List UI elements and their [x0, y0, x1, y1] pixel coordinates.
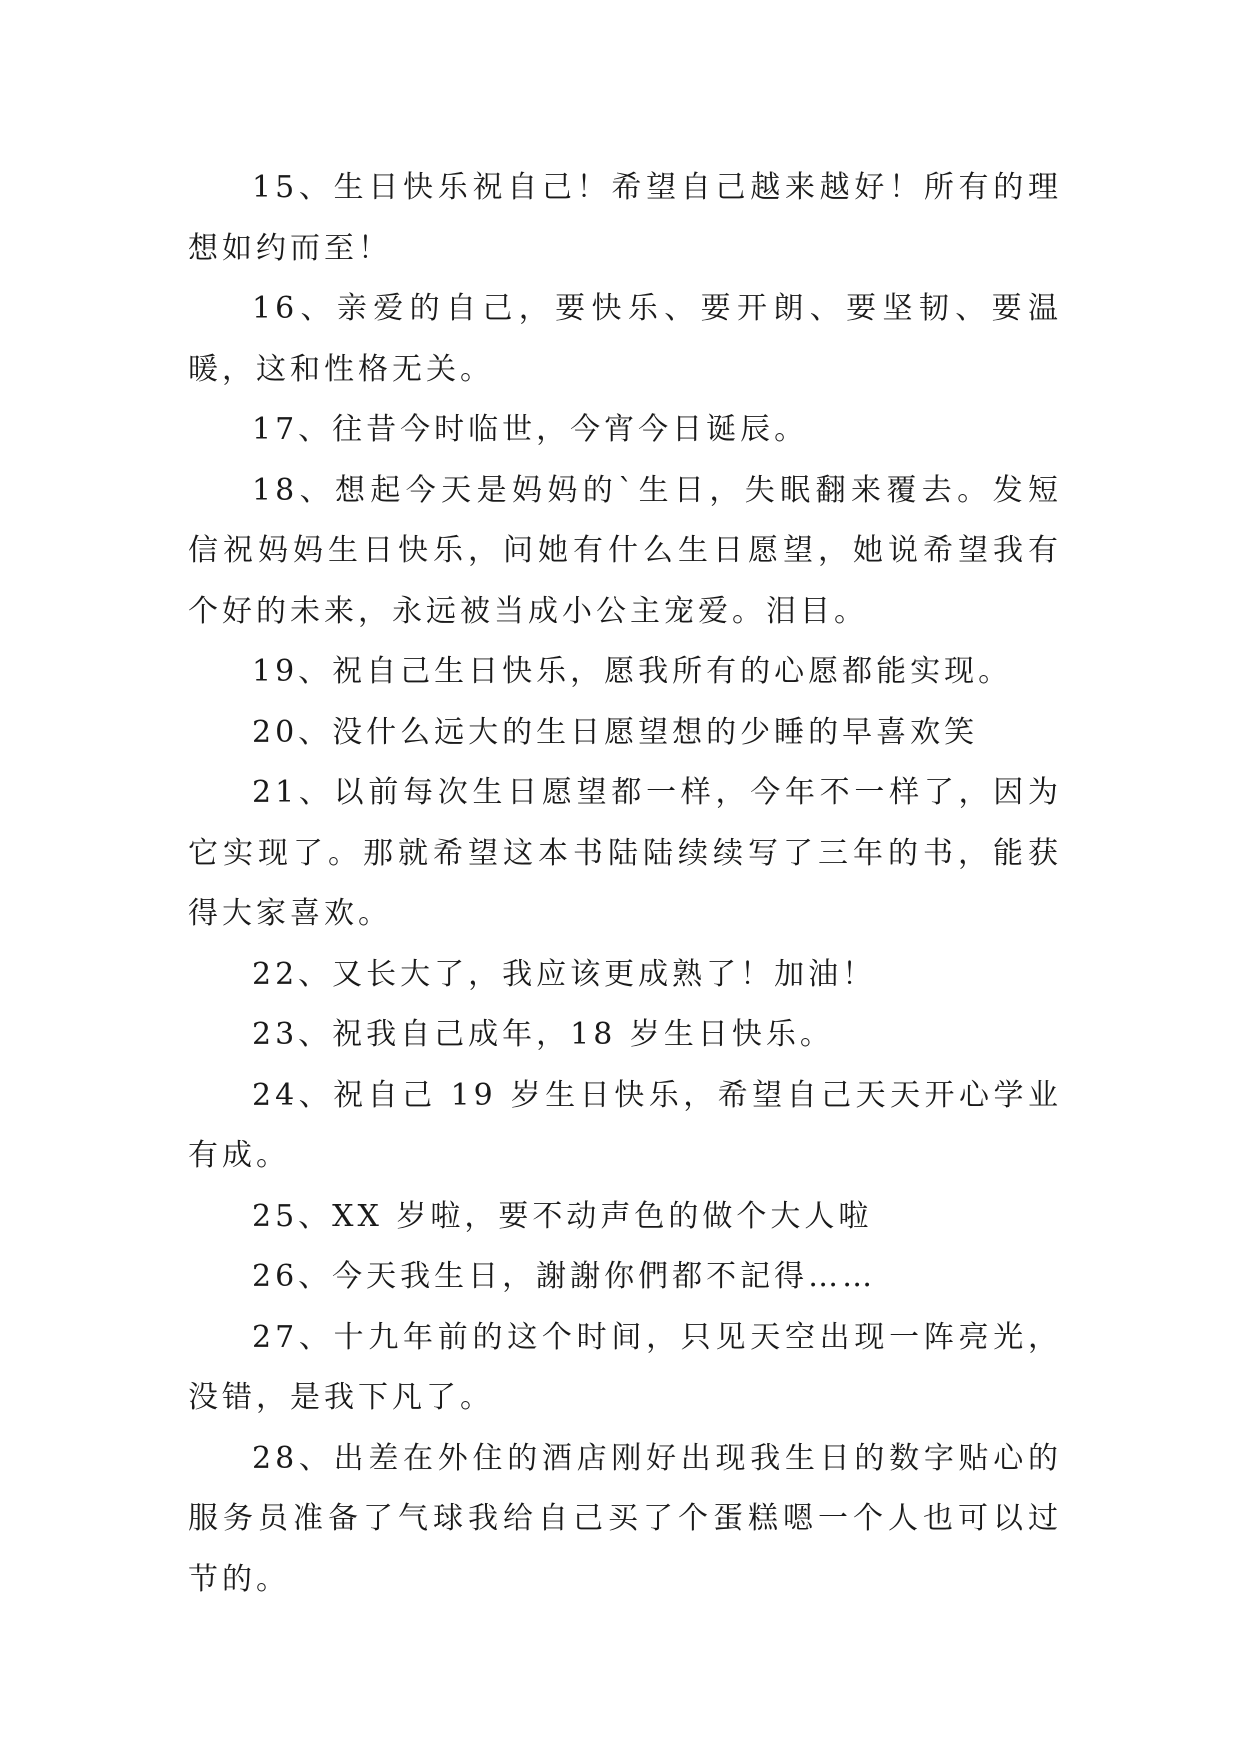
- paragraph-23: 23、祝我自己成年，18 岁生日快乐。: [252, 1017, 834, 1052]
- paragraph-27: 27、十九年前的这个时间，只见天空出现一阵亮光，没错，是我下凡了。: [188, 1319, 1062, 1415]
- paragraph-17: 17、往昔今时临世，今宵今日诞辰。: [252, 412, 809, 447]
- document-body: [188, 158, 1062, 1610]
- paragraph-21: 21、以前每次生日愿望都一样，今年不一样了，因为它实现了。那就希望这本书陆陆续续写了三年的书，能获得大家喜欢。: [188, 775, 1062, 931]
- paragraph-28: 28、出差在外住的酒店刚好出现我生日的数字贴心的服务员准备了气球我给自己买了个蛋糕嗯一个人也可以过节的。: [188, 1440, 1062, 1597]
- paragraph-25: 25、XX 岁啦，要不动声色的做个大人啦: [252, 1198, 873, 1234]
- paragraph-18: 18、想起今天是妈妈的`生日，失眠翻来覆去。发短信祝妈妈生日快乐，问她有什么生日愿望，她说希望我有个好的未来，永远被当成小公主宠爱。泪目。: [188, 472, 1062, 629]
- paragraph-26: 26、今天我生日，謝謝你們都不記得……: [252, 1259, 877, 1294]
- paragraph-20: 20、没什么远大的生日愿望想的少睡的早喜欢笑: [252, 714, 979, 750]
- paragraph-15: 15、生日快乐祝自己！希望自己越来越好！所有的理想如约而至！: [188, 170, 1062, 266]
- paragraph-19: 19、祝自己生日快乐，愿我所有的心愿都能实现。: [252, 654, 1013, 689]
- paragraph-24: 24、祝自己 19 岁生日快乐，希望自己天天开心学业有成。: [188, 1077, 1062, 1173]
- paragraph-22: 22、又长大了，我应该更成熟了！加油！: [252, 956, 877, 992]
- paragraph-16: 16、亲爱的自己，要快乐、要开朗、要坚韧、要温暖，这和性格无关。: [188, 291, 1062, 387]
